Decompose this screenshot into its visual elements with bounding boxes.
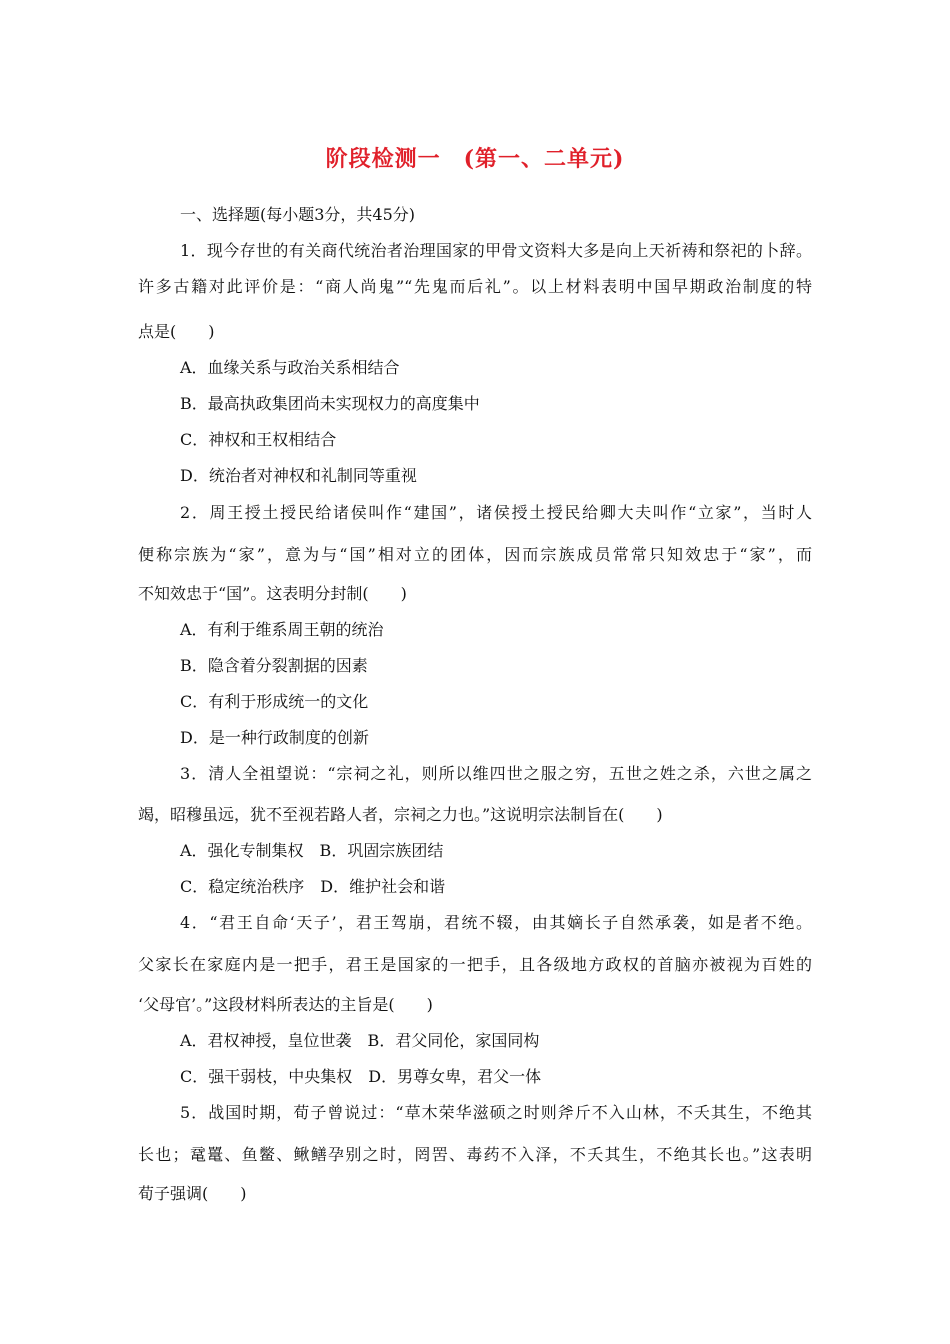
question-1-option-d: D．统治者对神权和礼制同等重视 [180, 466, 417, 485]
question-2-option-c: C．有利于形成统一的文化 [180, 692, 369, 711]
question-1-option-b: B．最高执政集团尚未实现权力的高度集中 [180, 394, 480, 413]
question-5-line-1: 5．战国时期，荀子曾说过：“草木荣华滋硕之时则斧斤不入山林，不夭其生，不绝其 [180, 1103, 812, 1122]
section-heading: 一、选择题(每小题3分，共45分) [180, 205, 416, 224]
question-3-options-ab: A．强化专制集权 B．巩固宗族团结 [180, 841, 444, 860]
question-1-line-1: 1．现今存世的有关商代统治者治理国家的甲骨文资料大多是向上天祈祷和祭祀的卜辞。 [180, 241, 812, 260]
question-4-line-2: 父家长在家庭内是一把手，君王是国家的一把手，且各级地方政权的首脑亦被视为百姓的 [138, 955, 812, 974]
question-2-option-a: A．有利于维系周王朝的统治 [180, 620, 384, 639]
question-2-line-3: 不知效忠于“国”。这表明分封制( ) [138, 584, 407, 603]
question-2-line-1: 2．周王授土授民给诸侯叫作“建国”，诸侯授土授民给卿大夫叫作“立家”，当时人 [180, 503, 812, 522]
question-2-option-b: B．隐含着分裂割据的因素 [180, 656, 368, 675]
question-4-line-3: ‘父母官’。”这段材料所表达的主旨是( ) [138, 995, 433, 1014]
question-2-option-d: D．是一种行政制度的创新 [180, 728, 369, 747]
question-2-line-2: 便称宗族为“家”，意为与“国”相对立的团体，因而宗族成员常常只知效忠于“家”，而 [138, 545, 812, 564]
question-4-options-ab: A．君权神授，皇位世袭 B．君父同伦，家国同构 [180, 1031, 540, 1050]
question-1-line-3: 点是( ) [138, 322, 215, 341]
question-1-line-2: 许多古籍对此评价是：“商人尚鬼”“先鬼而后礼”。以上材料表明中国早期政治制度的特 [138, 277, 812, 296]
question-1-option-a: A．血缘关系与政治关系相结合 [180, 358, 400, 377]
question-3-line-1: 3．清人全祖望说：“宗祠之礼，则所以维四世之服之穷，五世之姓之杀，六世之属之 [180, 764, 812, 783]
question-4-options-cd: C．强干弱枝，中央集权 D．男尊女卑，君父一体 [180, 1067, 542, 1086]
question-4-line-1: 4．“君王自命‘天子’，君王驾崩，君统不辍，由其嫡长子自然承袭，如是者不绝。 [180, 913, 812, 932]
question-5-line-3: 荀子强调( ) [138, 1184, 247, 1203]
question-3-options-cd: C．稳定统治秩序 D．维护社会和谐 [180, 877, 446, 896]
question-3-line-2: 竭，昭穆虽远，犹不至视若路人者，宗祠之力也。”这说明宗法制旨在( ) [138, 805, 663, 824]
question-1-option-c: C．神权和王权相结合 [180, 430, 337, 449]
question-5-line-2: 长也；鼋鼍、鱼鳖、鳅鳝孕别之时，罔罟、毒药不入泽，不夭其生，不绝其长也。”这表明 [138, 1145, 812, 1164]
page-title: 阶段检测一 (第一、二单元) [325, 146, 625, 172]
